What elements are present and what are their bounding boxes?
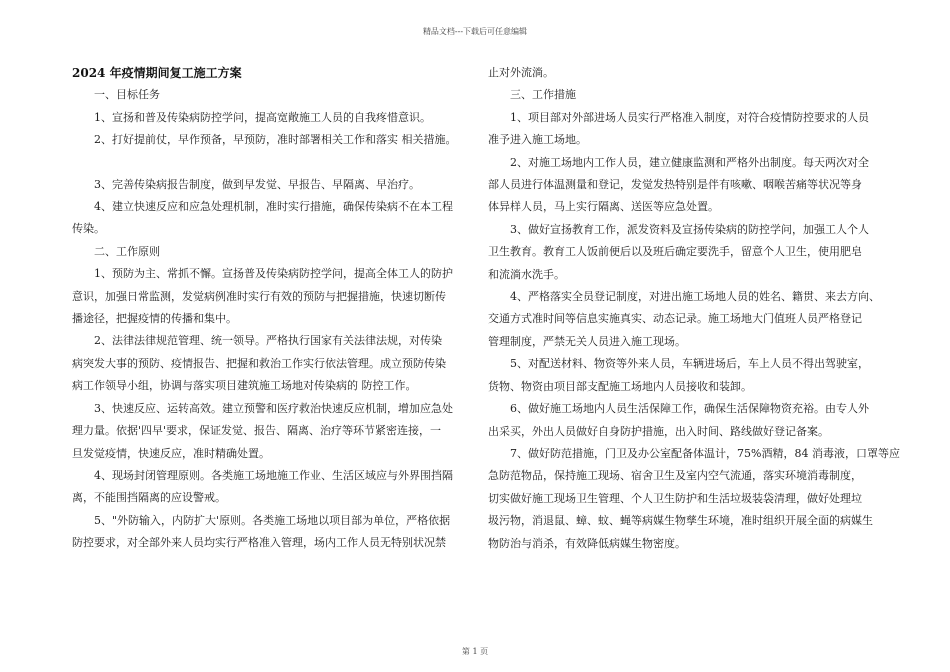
right-column	[488, 62, 900, 555]
text-line: 2、打好提前仗，早作预备，早预防，准时部署相关工作和落实 相关措施。	[94, 133, 457, 147]
text-line: 货物、物资由项目部支配施工场地内人员接收和装卸。	[488, 379, 752, 393]
text-line: 圾污物，消退鼠、蟑、蚊、蝇等病媒生物孳生环境，准时组织开展全面的病媒生	[488, 514, 873, 528]
text-line: 播途径，把握疫情的传播和集中。	[72, 312, 237, 326]
text-line: 急防范物品，保持施工现场、宿舍卫生及室内空气流通，落实环境消毒制度，	[488, 469, 862, 483]
text-line: 离，不能围挡隔离的应设警戒。	[72, 491, 226, 505]
text-line: 切实做好施工现场卫生管理、个人卫生防护和生活垃圾装袋清理，做好处理垃	[488, 491, 862, 505]
text-line: 一、目标任务	[94, 88, 160, 102]
text-line: 止对外流淌。	[488, 66, 554, 79]
text-line: 5、对配送材料、物资等外来人员，车辆进场后，车上人员不得出驾驶室，	[510, 357, 869, 371]
text-line: 7、做好防范措施，门卫及办公室配备体温计，75%酒精，84 消毒液，口罩等应	[510, 446, 900, 460]
text-line: 理力量。依据'四早'要求，保证发觉、报告、隔离、治疗等环节紧密连接，一	[72, 424, 442, 438]
text-line: 部人员进行体温测量和登记，发觉发热特别是伴有咳嗽、咽喉苦痛等状况等身	[488, 178, 862, 192]
text-line: 5、"外防输入，内防扩大'原则。各类施工场地以项目部为单位，严格依据	[94, 513, 451, 527]
document-title: 2024 年疫情期间复工施工方案	[72, 66, 242, 80]
text-line: 出采买，外出人员做好自身防护措施，出入时间、路线做好登记备案。	[488, 424, 829, 438]
text-line: 防控要求，对全部外来人员均实行严格准入管理，场内工作人员无特别状况禁	[72, 536, 446, 550]
left-column	[72, 62, 470, 555]
text-line: 物防治与消杀，有效降低病媒生物密度。	[488, 536, 686, 550]
text-line: 旦发觉疫情，快速反应，准时精确处置。	[72, 446, 270, 460]
text-line: 二、工作原则	[94, 244, 160, 258]
text-line: 3、做好宣扬教育工作，派发资料及宣扬传染病的防控学问，加强工人个人	[510, 222, 869, 236]
text-line: 准予进入施工场地。	[488, 133, 587, 147]
text-line: 2、对施工场地内工作人员，建立健康监测和严格外出制度。每天两次对全	[510, 155, 869, 169]
text-line: 6、做好施工场地内人员生活保障工作，确保生活保障物资充裕。由专人外	[510, 402, 869, 416]
text-line: 4、严格落实全员登记制度，对进出施工场地人员的姓名、籍贯、来去方向、	[510, 290, 880, 304]
text-line: 1、项目部对外部进场人员实行严格准入制度，对符合疫情防控要求的人员	[510, 110, 869, 124]
text-line: 3、快速反应、运转高效。建立预警和医疗救治快速反应机制，增加应急处	[94, 401, 453, 415]
text-line: 三、工作措施	[510, 88, 576, 102]
text-line: 4、现场封闭管理原则。各类施工场地施工作业、生活区域应与外界围挡隔	[94, 468, 453, 482]
text-line: 体异样人员，马上实行隔离、送医等应急处置。	[488, 200, 719, 214]
text-line: 卫生教育。教育工人饭前便后以及班后确定要洗手，留意个人卫生，使用肥皂	[488, 245, 862, 259]
text-line: 病突发大事的预防、疫情报告、把握和救治工作实行依法管理。成立预防传染	[72, 356, 446, 370]
right-column-body	[488, 62, 900, 555]
text-line: 管理制度，严禁无关人员进入施工现场。	[488, 334, 686, 348]
text-line: 交通方式准时间等信息实施真实、动态记录。施工场地大门值班人员严格登记	[488, 312, 862, 326]
text-line: 2、法律法律规范管理、统一领导。严格执行国家有关法律法规，对传染	[94, 334, 442, 348]
text-line: 1、预防为主、常抓不懈。宣扬普及传染病防控学问，提高全体工人的防护	[94, 267, 453, 281]
text-line: 1、宣扬和普及传染病防控学问，提高宽敞施工人员的自我疼惜意识。	[94, 110, 431, 124]
page-header: 精品文档---下载后可任意编辑	[422, 27, 528, 36]
text-line: 意识，加强日常监测，发觉病例准时实行有效的预防与把握措施，快速切断传	[72, 289, 446, 303]
text-line: 3、完善传染病报告制度，做到早发觉、早报告、早隔离、早治疗。	[94, 177, 420, 191]
text-line: 4、建立快速反应和应急处理机制，准时实行措施，确保传染病不在本工程	[94, 200, 453, 214]
paragraph-spacer	[72, 152, 470, 174]
text-line: 病工作领导小组，协调与落实项目建筑施工场地对传染病的 防控工作。	[72, 379, 417, 393]
text-line: 传染。	[72, 222, 105, 236]
text-line: 和流淌水洗手。	[488, 267, 565, 281]
page-footer: 第 1 页	[461, 647, 489, 656]
left-column-body	[72, 84, 470, 554]
